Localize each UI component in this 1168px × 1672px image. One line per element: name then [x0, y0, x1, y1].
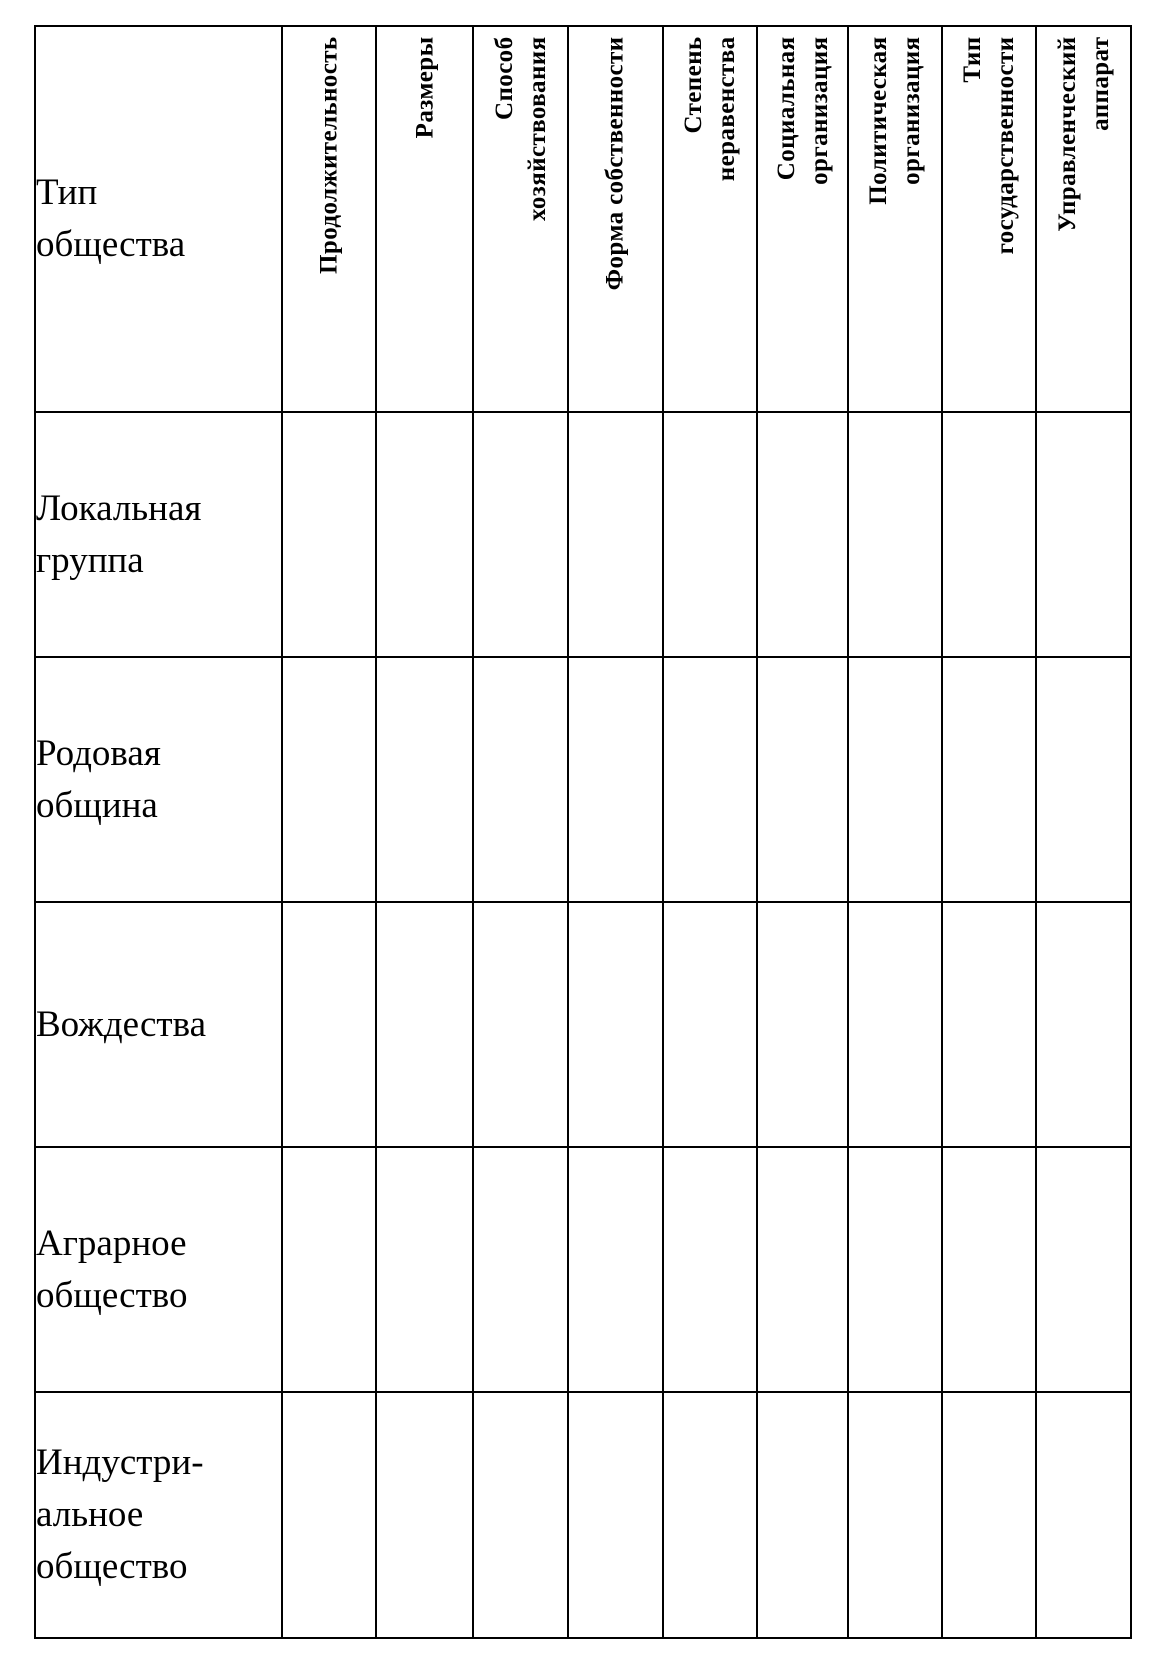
row-label-line: альное [36, 1494, 144, 1535]
table-cell [568, 657, 663, 902]
column-header-label: аппарат [1086, 36, 1114, 131]
table-cell [376, 412, 473, 657]
table-cell [848, 1392, 942, 1638]
table-cell [757, 1392, 849, 1638]
table-row [35, 412, 1131, 657]
table-cell [848, 412, 942, 657]
table-cell [942, 412, 1036, 657]
column-header-label: неравенства [712, 36, 740, 182]
column-header-label: Политическая [865, 36, 893, 205]
column-header-label: Тип [959, 36, 987, 83]
column-header-statehood [942, 26, 1036, 412]
table-cell [942, 902, 1036, 1147]
society-types-table [34, 25, 1132, 1639]
column-header-label: организация [898, 36, 926, 185]
table-cell [663, 412, 757, 657]
table-cell [757, 1147, 849, 1392]
row-label-line: Индустри- [36, 1442, 204, 1483]
table-row [35, 1147, 1131, 1392]
header-row [35, 26, 1131, 412]
table-cell [473, 412, 568, 657]
column-header-label: организация [805, 36, 833, 185]
table-cell [757, 657, 849, 902]
table-cell [1036, 1392, 1131, 1638]
table-cell [942, 1147, 1036, 1392]
table-cell [1036, 412, 1131, 657]
table-cell [568, 412, 663, 657]
corner-label-line: общества [36, 224, 186, 265]
row-label-industrial-society [35, 1392, 282, 1638]
table-cell [473, 1147, 568, 1392]
column-header-label: Социальная [772, 36, 800, 181]
column-header-label: Способ [490, 36, 518, 120]
table-cell [1036, 657, 1131, 902]
table-cell [282, 902, 376, 1147]
table-cell [568, 1392, 663, 1638]
row-label-line: Аграрное [36, 1222, 187, 1264]
column-header-label: Управленческий [1053, 36, 1081, 232]
table-cell [663, 1147, 757, 1392]
table-cell [663, 657, 757, 902]
column-header-size [376, 26, 473, 412]
column-header-social-org [757, 26, 849, 412]
column-header-economy [473, 26, 568, 412]
table-cell [473, 1392, 568, 1638]
table-row [35, 657, 1131, 902]
table-cell [1036, 902, 1131, 1147]
row-label-clan-community [35, 657, 282, 902]
row-label-line: общество [36, 1546, 188, 1587]
table-cell [282, 412, 376, 657]
table-row [35, 902, 1131, 1147]
table-cell [663, 902, 757, 1147]
row-label-line: Родовая [36, 732, 161, 774]
table-cell [568, 902, 663, 1147]
table-cell [757, 902, 849, 1147]
column-header-label: Продолжительность [315, 36, 343, 274]
table-cell [942, 1392, 1036, 1638]
column-header-label: хозяйствования [523, 36, 551, 222]
column-header-label: Степень [679, 36, 707, 134]
row-label-line: община [36, 784, 158, 826]
row-label-line: общество [36, 1274, 188, 1316]
table-cell [376, 1147, 473, 1392]
table-cell [942, 657, 1036, 902]
column-header-duration [282, 26, 376, 412]
column-header-property [568, 26, 663, 412]
column-header-label: Форма собственности [601, 36, 629, 291]
table-cell [376, 1392, 473, 1638]
table-cell [568, 1147, 663, 1392]
table-cell [376, 902, 473, 1147]
table-cell [282, 1147, 376, 1392]
table-cell [848, 902, 942, 1147]
corner-header-cell [35, 26, 282, 412]
column-header-inequality [663, 26, 757, 412]
row-label-line: Вождества [36, 1003, 206, 1045]
column-header-label: государственности [992, 36, 1020, 255]
table-cell [473, 657, 568, 902]
row-label-chiefdoms [35, 902, 282, 1147]
table-cell [848, 657, 942, 902]
row-label-agrarian-society [35, 1147, 282, 1392]
table-row [35, 1392, 1131, 1638]
table-cell [848, 1147, 942, 1392]
table-cell [663, 1392, 757, 1638]
table-cell [282, 1392, 376, 1638]
column-header-political-org [848, 26, 942, 412]
column-header-administration [1036, 26, 1131, 412]
table-cell [376, 657, 473, 902]
row-label-line: группа [36, 539, 144, 581]
table-cell [757, 412, 849, 657]
row-label-line: Локальная [36, 487, 202, 529]
table-cell [282, 657, 376, 902]
row-label-local-group [35, 412, 282, 657]
table-cell [1036, 1147, 1131, 1392]
column-header-label: Размеры [411, 36, 439, 139]
corner-label-line: Тип [36, 172, 98, 213]
table-cell [473, 902, 568, 1147]
